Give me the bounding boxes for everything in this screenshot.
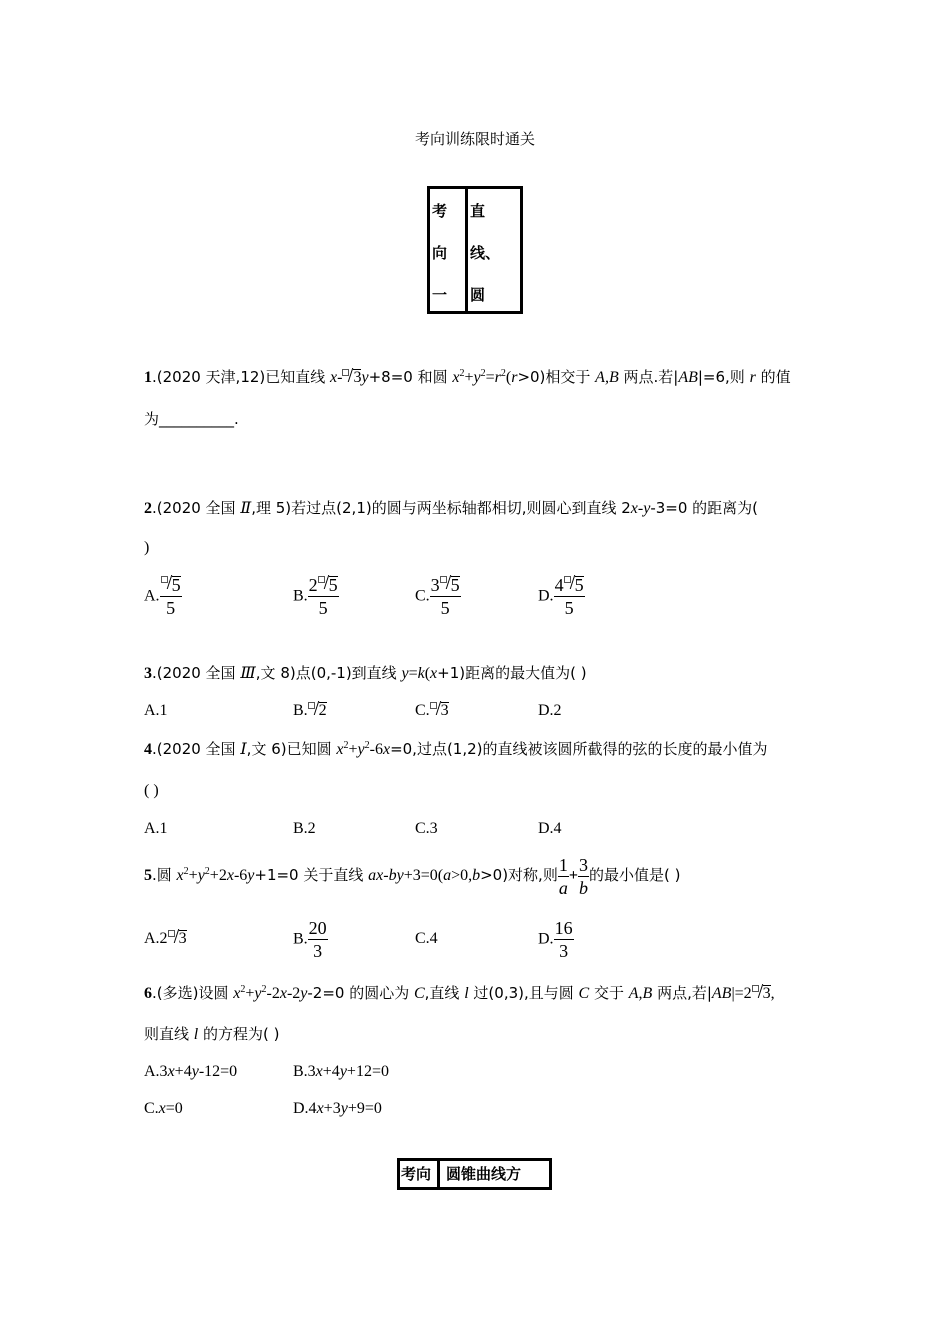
option-text: D.4 xyxy=(293,1100,317,1117)
numerator: 1 xyxy=(558,854,568,875)
question-text: 两点,若| xyxy=(652,984,712,1002)
question-6 xyxy=(144,982,775,1005)
question-text: 的值 xyxy=(755,368,791,386)
math-var: y xyxy=(643,500,651,517)
question-text: 则直线 xyxy=(144,1025,194,1043)
math-op: -6 xyxy=(369,741,383,758)
radicand: 3 xyxy=(440,702,449,719)
option-a[interactable]: A.1 xyxy=(144,820,168,837)
fraction xyxy=(558,854,569,899)
math-op: = xyxy=(408,665,418,682)
math-var: x xyxy=(330,369,338,386)
math-var: r xyxy=(511,369,518,386)
radicand: 3 xyxy=(178,930,187,947)
math-var: l xyxy=(464,985,469,1002)
question-text: .(多选)设圆 xyxy=(152,984,234,1002)
option-text: B.3 xyxy=(293,1063,316,1080)
math-var: x xyxy=(167,1063,175,1080)
numerator: 3 xyxy=(578,854,588,875)
math-var: y xyxy=(361,369,369,386)
option-label: B. xyxy=(293,930,308,948)
question-number: 4 xyxy=(144,741,152,758)
radicand: 5 xyxy=(574,575,584,595)
option-text: =0 xyxy=(165,1100,183,1117)
section-header-2-label: 考向 xyxy=(400,1161,440,1187)
question-text: -3=0 的距离为( xyxy=(650,499,759,517)
option-d[interactable]: D.2 xyxy=(538,702,562,719)
question-number: 1 xyxy=(144,369,152,386)
fraction xyxy=(578,854,589,899)
math-var: C xyxy=(413,985,425,1002)
math-op: , xyxy=(770,985,775,1002)
sqrt-symbol xyxy=(440,574,460,596)
math-var: x xyxy=(158,1100,166,1117)
denominator: 3 xyxy=(559,941,569,961)
coefficient: 4 xyxy=(554,575,564,595)
math-var: x xyxy=(630,500,638,517)
math-op: = xyxy=(485,369,495,386)
question-4 xyxy=(144,738,768,761)
math-var: x xyxy=(233,985,241,1002)
math-var: AB xyxy=(711,985,732,1002)
math-var: b xyxy=(472,867,481,884)
math-var: r xyxy=(749,369,756,386)
radicand: 3 xyxy=(762,985,771,1002)
math-op: + xyxy=(568,867,578,884)
question-text: .(2020 全国 xyxy=(152,499,241,517)
denominator: a xyxy=(558,877,568,898)
question-2-paren: ) xyxy=(144,539,150,556)
question-text: .(2020 全国 xyxy=(152,664,241,682)
roman-numeral: Ⅰ xyxy=(240,741,247,758)
math-op: + xyxy=(464,369,474,386)
math-var: AB xyxy=(678,369,698,386)
exponent: 2 xyxy=(459,368,465,379)
math-op: - xyxy=(383,867,389,884)
sqrt-symbol xyxy=(308,700,327,722)
question-text: 交于 xyxy=(589,984,629,1002)
radicand: 5 xyxy=(328,575,338,595)
denominator: b xyxy=(578,877,588,898)
option-c[interactable] xyxy=(415,574,461,619)
option-b[interactable] xyxy=(293,1061,389,1083)
math-var: y xyxy=(300,985,308,1002)
math-op: +2 xyxy=(209,867,227,884)
option-text: A.3 xyxy=(144,1063,168,1080)
denominator: 3 xyxy=(313,941,323,961)
math-op: -6 xyxy=(233,867,248,884)
option-c[interactable] xyxy=(144,1098,183,1120)
denominator: 5 xyxy=(440,598,450,618)
math-op: -2 xyxy=(266,985,280,1002)
math-var: x xyxy=(176,867,184,884)
option-text: +4 xyxy=(174,1063,192,1080)
math-op: -2 xyxy=(286,985,301,1002)
option-label: C. xyxy=(415,702,430,719)
option-label: D. xyxy=(538,587,554,605)
fraction xyxy=(554,917,574,962)
math-var: x xyxy=(430,665,438,682)
math-op: - xyxy=(637,500,644,517)
fraction xyxy=(430,574,461,619)
sqrt-symbol xyxy=(752,983,771,1005)
option-c[interactable]: C.3 xyxy=(415,820,438,837)
numerator: 20 xyxy=(308,918,327,938)
exponent: 2 xyxy=(183,866,189,877)
section-header-2 xyxy=(397,1158,552,1190)
fraction xyxy=(554,574,585,619)
question-number: 3 xyxy=(144,665,152,682)
question-text: >0)对称,则 xyxy=(480,866,558,884)
question-text: -2=0 的圆心为 xyxy=(307,984,414,1002)
question-3 xyxy=(144,662,587,685)
option-text: +3 xyxy=(323,1100,341,1117)
option-d[interactable] xyxy=(538,574,585,619)
math-op: ( xyxy=(505,369,512,386)
question-text: ,理 5)若过点(2,1)的圆与两坐标轴都相切,则圆心到直线 2 xyxy=(251,499,631,517)
section-1-char: 圆 xyxy=(470,286,486,304)
page-title: 考向训练限时通关 xyxy=(414,130,535,148)
denominator: 5 xyxy=(318,598,328,618)
math-var: y xyxy=(197,867,205,884)
math-var: r xyxy=(494,369,501,386)
question-text: .(2020 全国 xyxy=(152,740,241,758)
sqrt-symbol xyxy=(161,574,181,596)
math-op: - xyxy=(337,369,343,386)
math-var: C xyxy=(578,985,590,1002)
question-text: +8=0 和圆 xyxy=(368,368,453,386)
option-d[interactable]: D.4 xyxy=(538,820,562,837)
question-text: ,文 6)已知圆 xyxy=(246,740,337,758)
question-1 xyxy=(144,366,791,389)
option-d[interactable] xyxy=(538,917,574,962)
math-op: + xyxy=(245,985,255,1002)
math-var: y xyxy=(339,1063,347,1080)
math-var: y xyxy=(473,369,481,386)
question-number: 2 xyxy=(144,500,152,517)
option-label: B. xyxy=(293,587,308,605)
option-b[interactable]: B.2 xyxy=(293,820,316,837)
question-text: |=2 xyxy=(731,985,752,1002)
sqrt-symbol xyxy=(318,574,338,596)
question-number: 6 xyxy=(144,985,152,1002)
fraction xyxy=(160,574,182,619)
question-5 xyxy=(144,852,680,899)
math-var: x xyxy=(452,369,460,386)
math-var: A,B xyxy=(628,985,653,1002)
section-1-char: 一 xyxy=(432,286,448,304)
option-a[interactable] xyxy=(144,1061,237,1083)
question-4-paren: ( ) xyxy=(144,782,159,799)
math-var: by xyxy=(388,867,404,884)
question-text: .(2020 天津,12)已知直线 xyxy=(152,368,331,386)
question-text: 过(0,3),且与圆 xyxy=(468,984,579,1002)
question-text: ,文 8)点(0,-1)到直线 xyxy=(255,664,402,682)
option-text: +4 xyxy=(322,1063,340,1080)
question-text: |=6,则 xyxy=(697,368,750,386)
option-text: +9=0 xyxy=(347,1100,382,1117)
section-header-1-topic xyxy=(470,189,520,311)
exponent: 2 xyxy=(364,740,370,751)
question-text: 的最小值是( ) xyxy=(588,866,681,884)
math-var: x xyxy=(382,741,391,758)
option-c[interactable] xyxy=(415,700,449,722)
option-label: D. xyxy=(538,930,554,948)
section-header-1 xyxy=(427,186,523,314)
math-op: ( xyxy=(424,665,431,682)
option-label: A.2 xyxy=(144,930,168,947)
question-text: >0)相交于 xyxy=(517,368,596,386)
radicand: 3 xyxy=(353,369,362,386)
section-1-char: 考 xyxy=(432,202,448,220)
denominator: 5 xyxy=(564,598,574,618)
denominator: 5 xyxy=(166,598,176,618)
option-c[interactable]: C.4 xyxy=(415,930,438,947)
exponent: 2 xyxy=(343,740,349,751)
roman-numeral: Ⅱ xyxy=(240,500,252,517)
question-6-line2 xyxy=(144,1023,279,1046)
coefficient: 2 xyxy=(308,575,318,595)
exponent: 2 xyxy=(240,984,246,995)
question-text: =0,过点(1,2)的直线被该圆所截得的弦的长度的最小值为 xyxy=(390,740,768,758)
question-number: 5 xyxy=(144,867,152,884)
exponent: 2 xyxy=(500,368,506,379)
section-1-char: 直 xyxy=(470,202,486,220)
radicand: 2 xyxy=(318,702,327,719)
option-a[interactable]: A.1 xyxy=(144,702,168,719)
question-text: +1)距离的最大值为( ) xyxy=(437,664,587,682)
radicand: 5 xyxy=(171,575,181,595)
radicand: 5 xyxy=(450,575,460,595)
math-op: >0, xyxy=(451,867,473,884)
option-d[interactable] xyxy=(293,1098,382,1120)
option-a[interactable] xyxy=(144,574,182,619)
section-1-char: 线、 xyxy=(470,244,501,262)
exponent: 2 xyxy=(480,368,486,379)
math-var: y xyxy=(357,741,365,758)
option-label: B. xyxy=(293,702,308,719)
section-header-1-label xyxy=(430,189,468,311)
question-2 xyxy=(144,497,758,520)
coefficient: 3 xyxy=(430,575,440,595)
math-var: x xyxy=(226,867,234,884)
fraction xyxy=(308,917,328,962)
roman-numeral: Ⅲ xyxy=(240,665,256,682)
exponent: 2 xyxy=(204,866,210,877)
math-var: a xyxy=(443,867,452,884)
math-var: k xyxy=(417,665,425,682)
sqrt-symbol xyxy=(430,700,449,722)
question-text: ,直线 xyxy=(424,984,465,1002)
math-op: + xyxy=(348,741,358,758)
math-var: y xyxy=(340,1100,348,1117)
answer-blank: 为__________. xyxy=(144,410,239,428)
section-header-2-topic: 圆锥曲线方 xyxy=(446,1165,522,1183)
question-text: 的方程为( ) xyxy=(198,1025,280,1043)
math-var: x xyxy=(316,1100,324,1117)
option-text: C. xyxy=(144,1100,159,1117)
numerator: 16 xyxy=(554,918,573,938)
math-var: l xyxy=(193,1026,199,1043)
math-op: + xyxy=(188,867,198,884)
question-text: +1=0 关于直线 xyxy=(254,866,369,884)
math-var: x xyxy=(336,741,344,758)
math-var: ax xyxy=(368,867,384,884)
question-text: +3=0( xyxy=(403,867,444,884)
sqrt-symbol xyxy=(342,367,361,389)
math-var: y xyxy=(247,867,255,884)
option-label: C. xyxy=(415,587,430,605)
math-var: x xyxy=(279,985,287,1002)
sqrt-symbol xyxy=(564,574,584,596)
exponent: 2 xyxy=(261,984,267,995)
option-text: +12=0 xyxy=(346,1063,389,1080)
math-var: A,B xyxy=(595,369,619,386)
option-b[interactable] xyxy=(293,917,328,962)
section-1-char: 向 xyxy=(432,244,448,262)
sqrt-symbol xyxy=(168,928,187,950)
option-b[interactable] xyxy=(293,574,339,619)
math-var: y xyxy=(254,985,262,1002)
option-b[interactable] xyxy=(293,700,327,722)
question-text: .圆 xyxy=(152,866,177,884)
math-var: y xyxy=(191,1063,199,1080)
option-label: A. xyxy=(144,587,160,605)
math-var: x xyxy=(315,1063,323,1080)
option-text: -12=0 xyxy=(198,1063,238,1080)
option-a[interactable] xyxy=(144,928,187,950)
question-text: 两点.若| xyxy=(618,368,679,386)
math-var: y xyxy=(401,665,409,682)
fraction xyxy=(308,574,339,619)
